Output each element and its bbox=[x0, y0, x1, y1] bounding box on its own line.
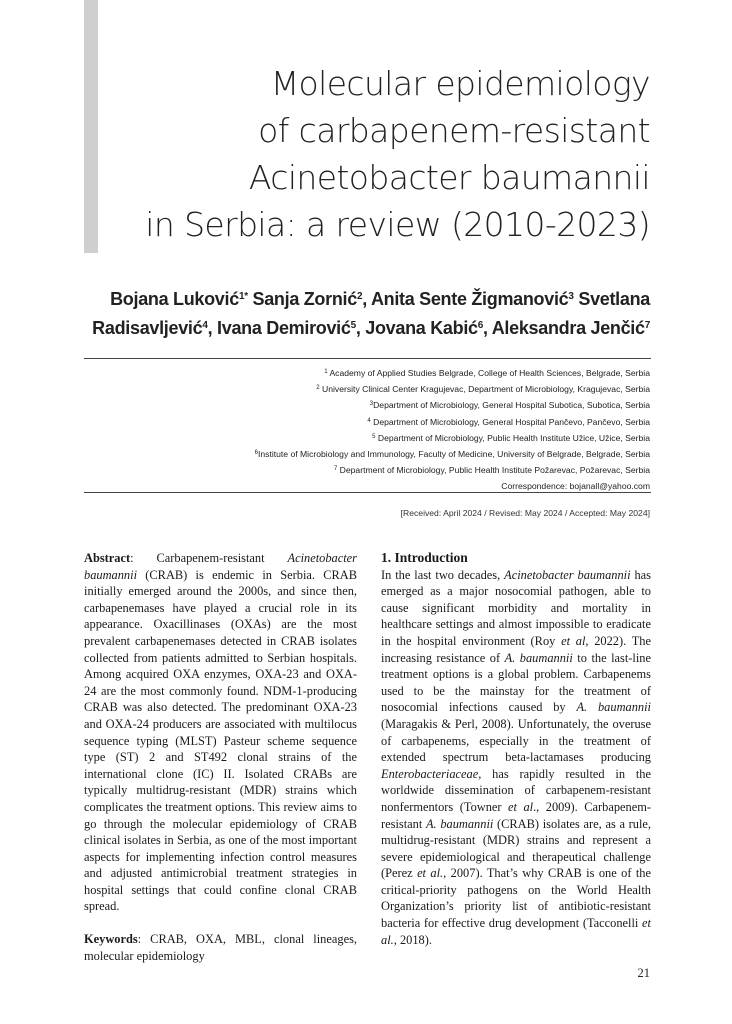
keywords-label: Keywords bbox=[84, 932, 138, 947]
intro-text: has rapidly resulted in the worldwide dissemination of carbapenem-resistant nonfermentors (Towner bbox=[381, 766, 651, 814]
affiliation-sup: 1 bbox=[324, 369, 328, 375]
section-heading: 1. Introduction bbox=[381, 550, 468, 565]
affiliation-text: University Clinical Center Kragujevac, Department of Microbiology, Kragujevac, Serbia bbox=[319, 384, 650, 395]
affiliation-sup: 3 bbox=[369, 401, 374, 408]
submission-dates: [Received: April 2024 / Revised: May 2024 / Accepted: May 2024] bbox=[400, 508, 650, 518]
keywords-paragraph bbox=[84, 931, 357, 964]
abstract-text: (CRAB) is endemic in Serbia. CRAB initially emerged around the 2000s, and since then, carbapenemases have played a crucial role in its appearance. Oxacillinases (OXAs) are the most prevalent carbapenemases detected in CRAB isolates collected from patients admitted to Serbian hospitals. Among acquired OXA enzymes, OXA-23 and OXA-24 are the most commonly found. NDM-1-producing CRAB was also detected. The predominant OXA-23 and OXA-24 producers are associated with multilocus sequence typing (MLST) Pasteur scheme sequence type (ST) 2 and ST492 clonal strains of the international clone (IC) II. Isolated CRABs are typically multidrug-resistant (MDR) strains which complicates the treatment options. This review aims to go through the molecular epidemiology of CRAB clinical isolates in Serbia, as one of the most important aspects for implementing infection control measures and adjusted antimicrobial treatment strategies in hospital settings that could confine clonal CRAB spread. bbox=[84, 567, 357, 914]
affiliation-text: Academy of Applied Studies Belgrade, College of Health Sciences, Belgrade, Serbia bbox=[327, 368, 650, 378]
author-name: Ivana Demirović bbox=[217, 318, 351, 338]
top-rule bbox=[84, 358, 651, 359]
correspondence: Correspondence: bojanall@yahoo.com bbox=[501, 481, 650, 492]
author-sup: 6 bbox=[477, 320, 483, 331]
intro-italic: et al bbox=[561, 633, 586, 648]
introduction-paragraph bbox=[381, 567, 651, 949]
affiliation-sup: 7 bbox=[333, 466, 338, 473]
affiliation-item bbox=[90, 430, 650, 446]
affiliation-text: Department of Microbiology, General Hospital Subotica, Subotica, Serbia bbox=[373, 400, 650, 411]
intro-text: , 2007). That’s why CRAB is one of the critical-priority pathogens on the World Health Organization’s priority list of antibiotic-resistant bacteria for effective drug development (Tacconelli bbox=[381, 866, 651, 931]
author-sup: 7 bbox=[644, 320, 650, 331]
intro-text: , 2022). The increasing resistance of bbox=[381, 633, 651, 665]
intro-text: ., 2009). Carbapenem-resistant bbox=[381, 799, 651, 831]
author-list bbox=[50, 285, 650, 343]
intro-italic: et al. bbox=[381, 916, 651, 947]
intro-italic: A. baumannii bbox=[425, 816, 494, 831]
affiliation-sup: 2 bbox=[316, 385, 320, 392]
abstract-text: : Carbapenem-resistant bbox=[130, 551, 288, 565]
page-number: 21 bbox=[637, 966, 650, 980]
intro-italic: Enterobacteriaceae, bbox=[381, 766, 482, 781]
author-name: Aleksandra Jenčić bbox=[491, 318, 645, 338]
article-title bbox=[130, 60, 650, 248]
affiliation-text: Department of Microbiology, General Hospital Pančevo, Pančevo, Serbia bbox=[370, 416, 650, 427]
author-name: Anita Sente Žigmanović bbox=[370, 289, 569, 309]
title-line: of carbapenem-resistant bbox=[258, 111, 650, 150]
title-line: in Serbia: a review (2010-2023) bbox=[145, 205, 650, 244]
affiliation-item bbox=[90, 381, 650, 397]
introduction-column bbox=[381, 550, 651, 948]
affiliation-text: Institute of Microbiology and Immunology, Faculty of Medicine, University of Belgrade, Belgrade, Serbia bbox=[257, 449, 650, 460]
keywords-text: : CRAB, OXA, MBL, clonal lineages, molecular epidemiology bbox=[84, 932, 357, 963]
affiliation-item bbox=[90, 414, 650, 430]
abstract-italic: Acinetobacter baumannii bbox=[84, 551, 357, 582]
intro-text: , 2018). bbox=[393, 932, 432, 947]
abstract-column bbox=[84, 550, 357, 964]
affiliation-sup: 6 bbox=[254, 450, 258, 457]
affiliation-sup: 5 bbox=[372, 433, 376, 440]
intro-text: (Maragakis & Perl, 2008). Unfortunately, the overuse of carbapenems, especially in the treatment of extended spectrum beta-lactamases producing bbox=[381, 716, 651, 765]
abstract-label: Abstract bbox=[84, 551, 131, 565]
author-line: Bojana Luković$^{1*}$ Sanja Zornić$^2$, Anita Sente Žigmanović$^3$ Svetlana bbox=[110, 289, 650, 309]
intro-text: to the last-line treatment options is a global problem. Carbapenems used to be the mainstay for the treatment of nosocomial infections caused by bbox=[381, 650, 651, 715]
affiliation-item bbox=[90, 446, 650, 462]
affiliation-item bbox=[90, 365, 650, 381]
title-line: Acinetobacter baumannii bbox=[248, 158, 650, 197]
intro-italic: et al. bbox=[417, 866, 444, 881]
intro-italic: A. baumannii bbox=[576, 700, 651, 715]
affiliation-item bbox=[90, 397, 650, 413]
author-sup: 5 bbox=[350, 320, 356, 331]
author-name: Bojana Luković bbox=[110, 289, 239, 309]
title-line: Molecular epidemiology bbox=[270, 64, 650, 103]
affiliations bbox=[90, 365, 650, 495]
author-line: Radisavljević$^4$, Ivana Demirović$^5$, Jovana Kabić$^6$, Aleksandra Jenčić$^7$ bbox=[92, 318, 650, 338]
intro-text: has emerged as a major nosocomial pathogen, able to cause significant morbidity and mortality in healthcare settings and almost impossible to eradicate in the hospital environment (Roy bbox=[381, 567, 651, 648]
intro-text: (CRAB) isolates are, as a rule, multidrug-resistant (MDR) strains and represent a severe epidemiological and therapeutical challenge (Perez bbox=[381, 816, 651, 881]
decorative-side-bar bbox=[84, 0, 98, 253]
intro-italic: et al bbox=[508, 799, 534, 814]
author-sup: 1* bbox=[238, 291, 248, 302]
affiliation-sup: 4 bbox=[367, 417, 371, 424]
author-name: Sanja Zornić bbox=[252, 289, 357, 309]
bottom-rule bbox=[84, 492, 651, 493]
intro-italic: Acinetobacter baumannii bbox=[504, 567, 631, 582]
author-sup: 3 bbox=[568, 291, 574, 302]
intro-italic: A. baumannii bbox=[504, 650, 573, 665]
affiliation-text: Department of Microbiology, Public Health Institute Požarevac, Požarevac, Serbia bbox=[337, 465, 650, 476]
affiliation-text: Department of Microbiology, Public Health Institute Užice, Užice, Serbia bbox=[375, 432, 650, 443]
affiliation-item bbox=[90, 462, 650, 478]
author-sup: 4 bbox=[202, 320, 208, 331]
author-sup: 2 bbox=[356, 291, 363, 302]
intro-text: In the last two decades, bbox=[381, 567, 505, 582]
abstract-paragraph bbox=[84, 550, 357, 915]
author-name: Jovana Kabić bbox=[365, 318, 478, 338]
